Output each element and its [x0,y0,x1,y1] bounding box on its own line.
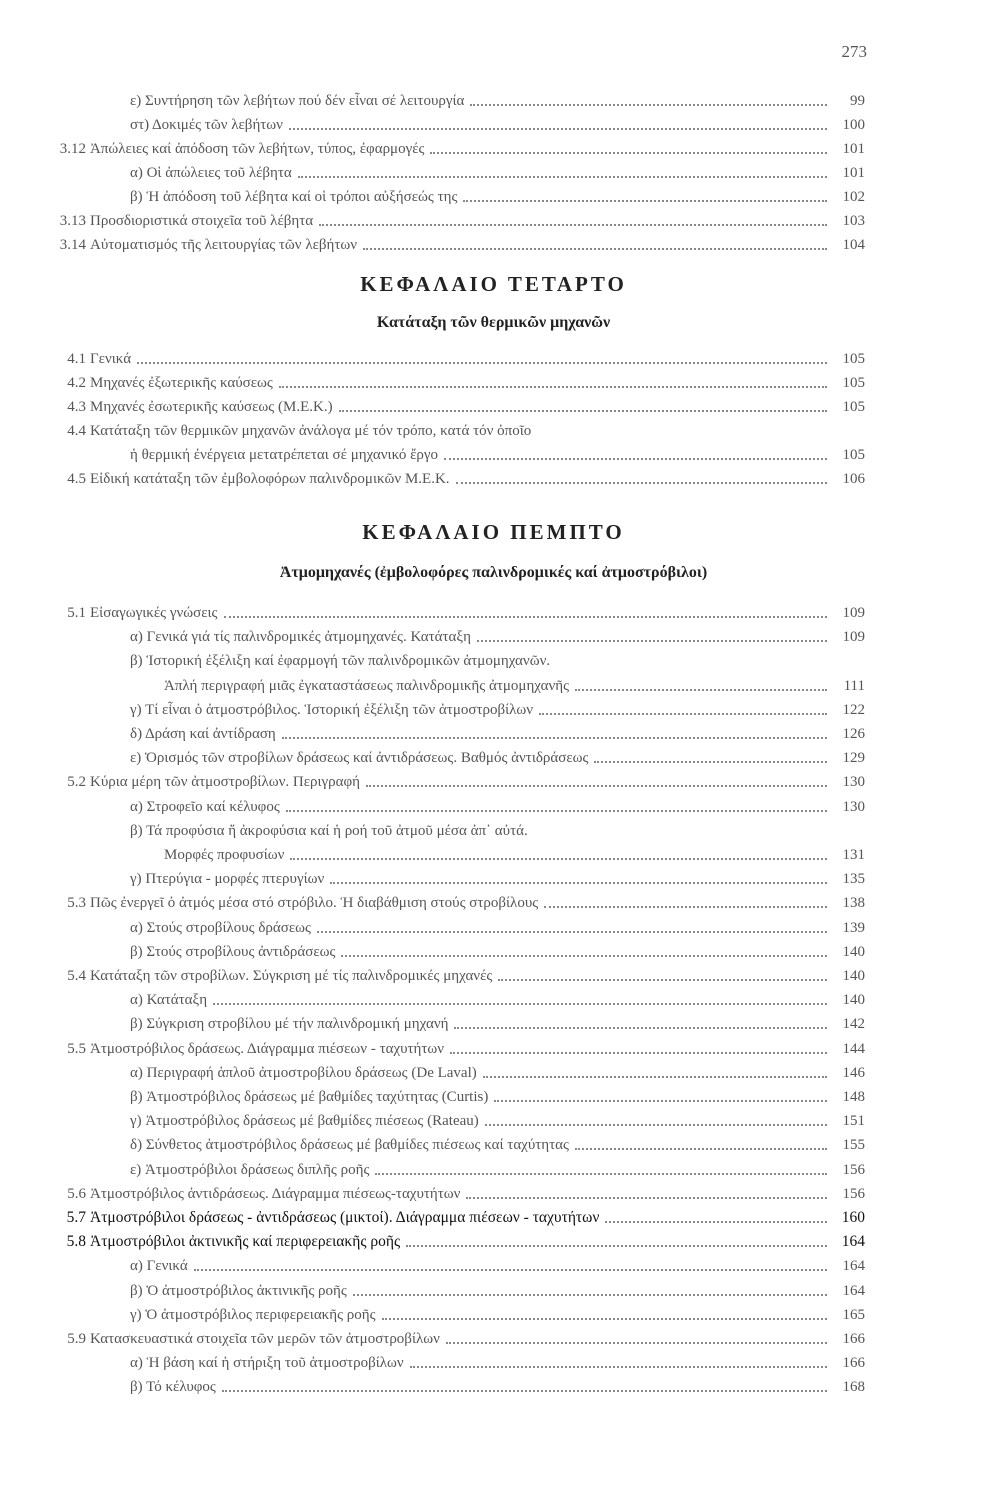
toc-entry-page: 106 [842,471,865,487]
toc-entry-title: γ) Ὁ ἀτμοστρόβιλος περιφερειακῆς ροῆς [130,1307,376,1323]
toc-entry-page: 131 [842,847,865,863]
leader-dots [534,835,827,836]
toc-entry-page: 109 [842,629,865,645]
leader-dots [483,1075,827,1078]
chapter-subtitle: Ἀτμομηχανές (ἐμβολοφόρες παλινδρομικές καί ἀτμοστρόβιλοι) [279,564,708,581]
leader-dots [194,1268,827,1271]
leader-dots [430,151,827,154]
leader-dots [477,639,827,642]
toc-entry-page: 103 [842,213,865,229]
toc-entry-page: 102 [842,189,865,205]
toc-entry-title: β) Ἀτμοστρόβιλος δράσεως μέ βαθμίδες ταχύτητας (Curtis) [130,1089,489,1105]
toc-entry-title: Πῶς ἐνεργεῖ ὁ ἀτμός μέσα στό στρόβιλο. Ἡ διαβάθμιση στούς στροβίλους [90,895,539,911]
toc-entry-title: στ) Δοκιμές τῶν λεβήτων [130,117,283,133]
toc-entry [40,840,865,864]
toc-entry-title: ε) Ὁρισμός τῶν στροβίλων δράσεως καί ἀντιδράσεως. Βαθμός ἀντιδράσεως [130,750,589,766]
toc-entry-title: γ) Τί εἶναι ὁ ἀτμοστρόβιλος. Ἱστορική ἐξέλιξη τῶν ἀτμοστροβίλων [130,702,534,718]
toc-entry-page: 146 [842,1065,865,1081]
leader-dots [498,978,827,981]
toc-entry-number: 3.12 [59,141,86,157]
toc-entry [40,1251,865,1275]
toc-entry-title: Μορφές προφυσίων [164,847,285,863]
leader-dots [539,712,827,715]
toc-entry-title: Ἀτμοστρόβιλος ἀντιδράσεως. Διάγραμμα πιέσεως-ταχυτήτων [90,1186,461,1202]
leader-dots [463,199,827,202]
toc-entry-page: 164 [842,1283,865,1299]
toc-entry [40,985,865,1009]
toc-entry-page: 156 [842,1162,865,1178]
leader-dots [317,930,827,933]
toc-entry-page: 122 [842,702,865,718]
toc-entry-page: 151 [842,1113,865,1129]
toc-entry-title: α) Κατάταξη [130,992,208,1008]
toc-entry-number: 5.4 [67,968,86,984]
toc-entry-title: β) Ἡ ἀπόδοση τοῦ λέβητα καί οἱ τρόποι αὐξήσεώς της [130,189,458,205]
toc-entry-page: 100 [842,117,865,133]
leader-dots [410,1365,827,1368]
leader-dots [339,409,827,412]
toc-entry [40,695,865,719]
chapter-title: ΚΕΦΑΛΑΙΟ ΤΕΤΑΡΤΟ [360,272,627,296]
toc-entry-title: ἡ θερμική ἐνέργεια μετατρέπεται σέ μηχανικό ἔργο [130,447,438,463]
toc-entry-page: 101 [842,165,865,181]
toc-entry-title: β) Σύγκριση στροβίλου μέ τήν παλινδρομική μηχανή [130,1016,449,1032]
toc-entry-number: 4.2 [67,375,86,391]
toc-entry-page: 99 [850,93,865,109]
toc-entry-title: ε) Ἀτμοστρόβιλοι δράσεως διπλῆς ροῆς [130,1162,370,1178]
toc-entry [40,1227,865,1251]
toc-entry-title: α) Γενικά [130,1258,188,1274]
leader-dots [446,1341,827,1344]
toc-entry [40,182,865,206]
leader-dots [290,857,827,860]
leader-dots [454,1026,827,1029]
toc-entry-title: Μηχανές ἐξωτερικῆς καύσεως [90,375,273,391]
toc-entry-page: 166 [842,1355,865,1371]
toc-entry [40,1058,865,1082]
toc-entry-page: 138 [842,895,865,911]
toc-entry [40,864,865,888]
toc-entry-page: 109 [842,605,865,621]
toc-entry-title: γ) Πτερύγια - μορφές πτερυγίων [130,871,325,887]
toc-entry-page: 156 [842,1186,865,1202]
toc-entry-number: 5.9 [67,1331,86,1347]
leader-dots [375,1172,827,1175]
toc-entry [40,1106,865,1130]
leader-dots [485,1123,827,1126]
toc-entry-title: β) Ἱστορική ἐξέλιξη καί ἐφαρμογή τῶν παλινδρομικῶν ἀτμομηχανῶν. [130,653,551,669]
leader-dots [575,688,827,691]
toc-entry [40,1300,865,1324]
toc-entry [40,392,865,416]
toc-entry [40,1324,865,1348]
toc-entry-page: 104 [842,237,865,253]
toc-entry [40,230,865,254]
leader-dots [470,103,827,106]
leader-dots [341,954,827,957]
toc-entry-title: β) Ὁ ἀτμοστρόβιλος ἀκτινικῆς ροῆς [130,1283,347,1299]
toc-entry-page: 155 [842,1137,865,1153]
leader-dots [494,1099,827,1102]
toc-entry-number: 5.7 [66,1209,86,1226]
toc-entry-title: Ἀτμοστρόβιλοι ἀκτινικῆς καί περιφερειακῆς ροῆς [90,1233,401,1250]
toc-entry-page: 105 [842,447,865,463]
toc-entry-number: 5.2 [67,774,86,790]
chapter-title: ΚΕΦΑΛΑΙΟ ΠΕΜΠΤΟ [362,520,625,544]
leader-dots [289,127,827,130]
toc-entry-number: 5.8 [66,1233,86,1250]
leader-dots [450,1051,827,1054]
leader-dots [286,809,827,812]
toc-entry [40,206,865,230]
toc-entry [40,1009,865,1033]
leader-dots [298,175,827,178]
leader-dots [594,760,827,763]
toc-entry [40,110,865,134]
chapter-subtitle: Κατάταξη τῶν θερμικῶν μηχανῶν [376,314,611,331]
toc-entry-page: 166 [842,1331,865,1347]
leader-dots [544,905,827,908]
toc-entry [40,913,865,937]
toc-entry-title: Ἀτμοστρόβιλος δράσεως. Διάγραμμα πιέσεων - ταχυτήτων [90,1041,445,1057]
toc-entry-title: α) Στροφεῖο καί κέλυφος [130,799,280,815]
toc-entry-page: 140 [842,944,865,960]
toc-entry-number: 4.3 [67,399,86,415]
toc-entry [40,888,865,912]
leader-dots [363,247,827,250]
toc-entry-title: Γενικά [90,351,132,367]
toc-entry-page: 140 [842,992,865,1008]
toc-entry-title: Εἰσαγωγικές γνώσεις [90,605,218,621]
leader-dots [330,881,827,884]
toc-entry-page: 164 [841,1233,865,1250]
toc-entry-page: 139 [842,920,865,936]
toc-entry-title: β) Στούς στροβίλους ἀντιδράσεως [130,944,336,960]
toc-entry [40,1130,865,1154]
toc-entry-page: 126 [842,726,865,742]
toc-entry-page: 129 [842,750,865,766]
toc-entry [40,344,865,368]
toc-entry-title: Ἀτμοστρόβιλοι δράσεως - ἀντιδράσεως (μικτοί). Διάγραμμα πιέσεων - ταχυτήτων [90,1209,600,1226]
toc-entry [40,671,865,695]
toc-entry-continuation [40,440,865,464]
toc-entry-number: 4.4 [67,423,86,439]
leader-dots [556,665,827,666]
toc-entry-page: 164 [842,1258,865,1274]
toc-entry [40,622,865,646]
toc-entry-title: δ) Σύνθετος ἀτμοστρόβιλος δράσεως μέ βαθμίδες πιέσεως καί ταχύτητας [130,1137,569,1153]
toc-entry-number: 5.5 [67,1041,86,1057]
toc-entry-title: Μηχανές ἐσωτερικῆς καύσεως (Μ.Ε.Κ.) [90,399,333,415]
toc-entry [40,646,865,670]
toc-entry [40,1179,865,1203]
toc-entry [40,1082,865,1106]
leader-dots [282,736,827,739]
toc-entry-title: α) Ἡ βάση καί ἡ στήριξη τοῦ ἀτμοστροβίλων [130,1355,404,1371]
page-number: 273 [841,42,867,61]
toc-entry-page: 148 [842,1089,865,1105]
toc-entry-title: Ἀπώλειες καί ἀπόδοση τῶν λεβήτων, τύπος, ἐφαρμογές [90,141,425,157]
toc-entry [40,1034,865,1058]
toc-entry [40,767,865,791]
toc-entry-title: β) Τό κέλυφος [130,1379,216,1395]
leader-dots [366,784,827,787]
toc-entry-page: 111 [843,678,865,694]
toc-entry [40,961,865,985]
toc-entry [40,719,865,743]
toc-entry-page: 142 [842,1016,865,1032]
toc-entry [40,816,865,840]
leader-dots [319,223,827,226]
toc-entry-title: ε) Συντήρηση τῶν λεβήτων πού δέν εἶναι σέ λειτουργία [130,93,465,109]
toc-entry [40,743,865,767]
toc-entry [40,1203,865,1227]
toc-entry-title: Κατάταξη τῶν στροβίλων. Σύγκριση μέ τίς παλινδρομικές μηχανές [90,968,493,984]
toc-entry [40,598,865,622]
toc-entry-page: 101 [842,141,865,157]
toc-entry-title: Κύρια μέρη τῶν ἀτμοστροβίλων. Περιγραφή [90,774,360,790]
toc-entry [40,464,865,488]
toc-entry-title: Ἁπλή περιγραφή μιᾶς ἐγκαταστάσεως παλινδρομικῆς ἀτμομηχανῆς [164,678,570,694]
toc-entry-page: 144 [842,1041,865,1057]
toc-entry [40,134,865,158]
toc-entry-page: 165 [842,1307,865,1323]
toc-entry-title: Προσδιοριστικά στοιχεῖα τοῦ λέβητα [90,213,314,229]
toc-entry-page: 140 [842,968,865,984]
leader-dots [279,385,827,388]
toc-entry-title: α) Γενικά γιά τίς παλινδρομικές ἀτμομηχανές. Κατάταξη [130,629,471,645]
toc-entry-page: 105 [842,375,865,391]
toc-entry-title: β) Τά προφύσια ἤ ἀκροφύσια καί ἡ ροή τοῦ ἀτμοῦ μέσα ἀπ᾽ αὐτά. [130,823,528,839]
leader-dots [137,361,827,364]
toc-entry-number: 3.14 [59,237,86,253]
toc-entry [40,1348,865,1372]
toc-entry-page: 130 [842,799,865,815]
toc-entry-page: 135 [842,871,865,887]
toc-entry-title: Κατασκευαστικά στοιχεῖα τῶν μερῶν τῶν ἀτμοστροβίλων [90,1331,440,1347]
leader-dots [444,457,827,460]
toc-entry-title: α) Στούς στροβίλους δράσεως [130,920,311,936]
toc-entry-title: γ) Ἀτμοστρόβιλος δράσεως μέ βαθμίδες πιέσεως (Rateau) [130,1113,479,1129]
toc-entry-title: α) Περιγραφή ἁπλοῦ ἀτμοστροβίλου δράσεως (De Laval) [130,1065,477,1081]
toc-entry [40,792,865,816]
toc-entry-page: 105 [842,399,865,415]
toc-entry-title: δ) Δράση καί ἀντίδραση [130,726,276,742]
leader-dots [605,1220,827,1223]
toc-entry-page: 130 [842,774,865,790]
toc-entry-page: 105 [842,351,865,367]
leader-dots [466,1196,827,1199]
toc-entry [40,368,865,392]
leader-dots [382,1317,827,1320]
toc-entry [40,937,865,961]
toc-entry-title: Εἰδική κατάταξη τῶν ἐμβολοφόρων παλινδρομικῶν Μ.Ε.Κ. [90,471,450,487]
leader-dots [353,1293,827,1296]
toc-entry-title: Αὐτοματισμός τῆς λειτουργίας τῶν λεβήτων [90,237,358,253]
toc-entry-number: 4.5 [67,471,86,487]
toc-entry-title: Κατάταξη τῶν θερμικῶν μηχανῶν ἀνάλογα μέ τόν τρόπο, κατά τόν ὁποῖο [90,423,532,439]
toc-entry [40,158,865,182]
leader-dots [224,615,828,618]
toc-entry-number: 5.3 [67,895,86,911]
toc-entry-page: 160 [841,1209,865,1226]
leader-dots [575,1147,827,1150]
leader-dots [456,481,827,484]
toc-entry-number: 5.6 [67,1186,86,1202]
toc-entry [40,1276,865,1300]
toc-entry-number: 3.13 [59,213,86,229]
leader-dots [213,1002,827,1005]
toc-entry [40,1155,865,1179]
toc-entry-title: α) Οἱ ἀπώλειες τοῦ λέβητα [130,165,292,181]
leader-dots [406,1244,827,1247]
leader-dots [222,1389,827,1392]
toc-entry [40,416,865,440]
toc-entry [40,86,865,110]
toc-entry-page: 168 [842,1379,865,1395]
toc-entry-number: 4.1 [67,351,86,367]
toc-entry [40,1372,865,1396]
toc-entry-number: 5.1 [67,605,86,621]
